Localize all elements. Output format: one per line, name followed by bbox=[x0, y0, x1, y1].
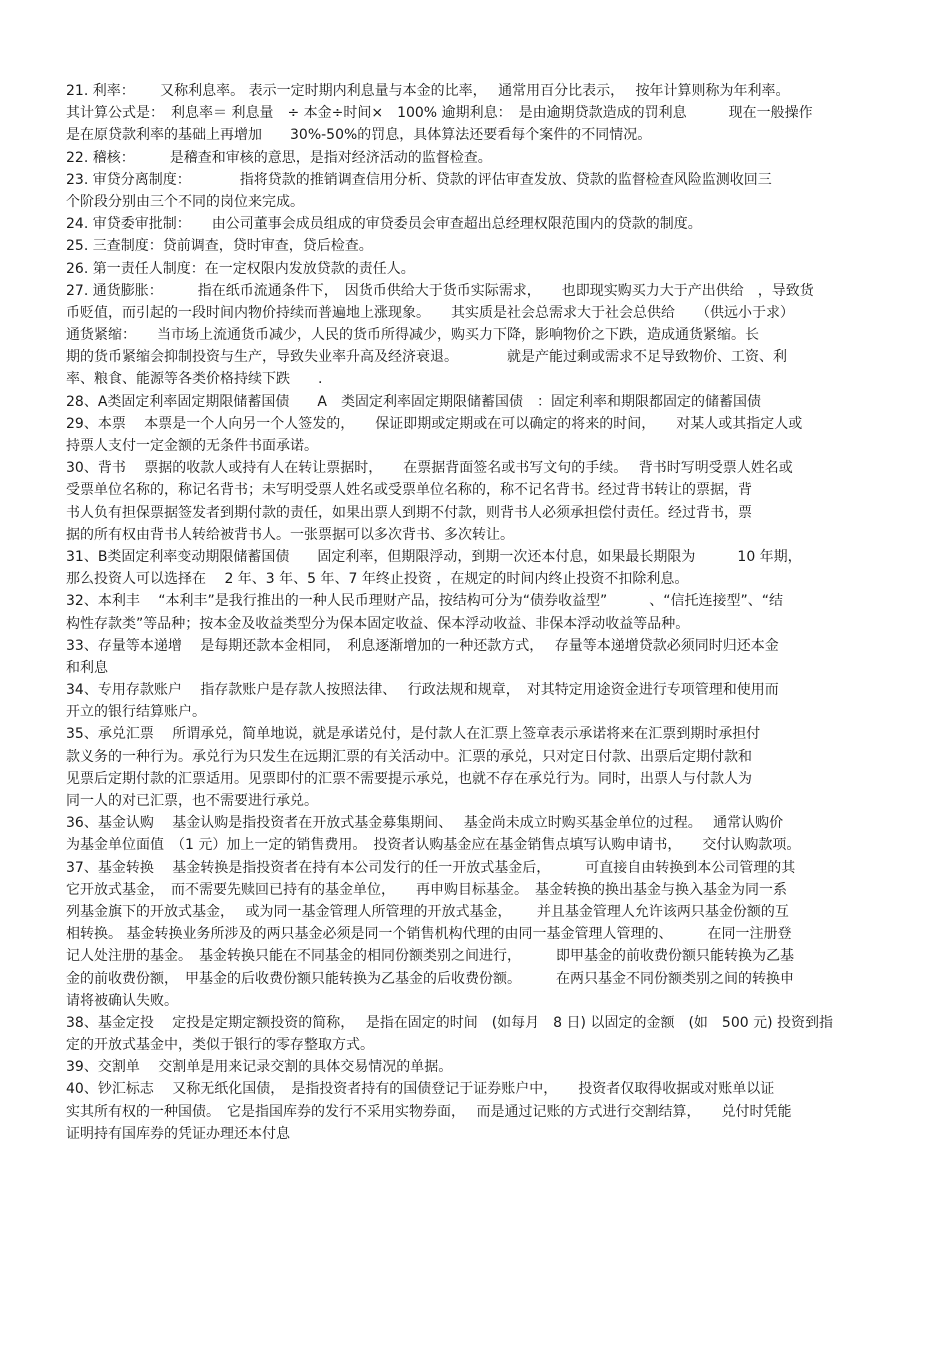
text-line: 通货紧缩： 当市场上流通货币减少，人民的货币所得减少，购买力下降，影响物价之下跌，造成通货紧缩。长 bbox=[66, 327, 759, 344]
text-line: 31、B类固定利率变动期限储蓄国债 固定利率，但期限浮动，到期一次还本付息，如果最长期限为 10 年期， bbox=[66, 548, 802, 565]
text-line: 32、本利丰 “本利丰”是我行推出的一种人民币理财产品，按结构可分为“债券收益型” 、“信托连接型”、“结 bbox=[66, 593, 784, 610]
text-line: 金的前收费份额， 甲基金的后收费份额只能转换为乙基金的后收费份额。 在两只基金不同份额类别之间的转换申 bbox=[66, 970, 794, 987]
text-line: 款义务的一种行为。承兑行为只发生在远期汇票的有关活动中。汇票的承兑，只对定日付款、出票后定期付款和 bbox=[66, 748, 752, 765]
text-line: 书人负有担保票据签发者到期付款的责任，如果出票人到期不付款，则背书人必须承担偿付责任。经过背书，票 bbox=[66, 504, 752, 521]
text-line: 开立的银行结算账户。 bbox=[66, 704, 206, 721]
text-line: 其计算公式是： 利息率＝ 利息量 ÷ 本金÷时间× 100% 逾期利息： 是由逾期贷款造成的罚利息 现在一般操作 bbox=[66, 105, 813, 122]
text-line: 实其所有权的一种国债。 它是指国库券的发行不采用实物券面， 而是通过记账的方式进行交割结算， 兑付时凭能 bbox=[66, 1103, 792, 1120]
text-line: 30、背书 票据的收款人或持有人在转让票据时， 在票据背面签名或书写文句的手续。 背书时写明受票人姓名或 bbox=[66, 460, 793, 477]
text-line: 为基金单位面值 （1 元）加上一定的销售费用。 投资者认购基金应在基金销售点填写认购申请书， 交付认购款项。 bbox=[66, 837, 801, 854]
text-line: 28、A类固定利率固定期限储蓄国债 A 类固定利率固定期限储蓄国债 ：固定利率和期限都固定的储蓄国债 bbox=[66, 393, 761, 410]
text-line: 见票后定期付款的汇票适用。见票即付的汇票不需要提示承兑，也就不存在承兑行为。同时，出票人与付款人为 bbox=[66, 770, 752, 787]
text-line: 27. 通货膨胀： 指在纸币流通条件下， 因货币供给大于货币实际需求， 也即现实购买力大于产出供给 ，导致货 bbox=[66, 282, 814, 299]
text-line: 它开放式基金， 而不需要先赎回已持有的基金单位， 再申购目标基金。 基金转换的换出基金与换入基金为同一系 bbox=[66, 881, 787, 898]
text-line: 证明持有国库券的凭证办理还本付息 bbox=[66, 1125, 290, 1142]
text-line: 构性存款类”等品种；按本金及收益类型分为保本固定收益、保本浮动收益、非保本浮动收益等品种。 bbox=[66, 615, 690, 632]
text-line: 26. 第一责任人制度：在一定权限内发放贷款的责任人。 bbox=[66, 260, 415, 277]
document-page bbox=[66, 80, 886, 1145]
text-line: 24. 审贷委审批制： 由公司董事会成员组成的审贷委员会审查超出总经理权限范围内的贷款的制度。 bbox=[66, 216, 702, 233]
text-line: 38、基金定投 定投是定期定额投资的简称， 是指在固定的时间 (如每月 8 日) 以固定的金额 (如 500 元) 投资到指 bbox=[66, 1014, 833, 1031]
text-line: 23. 审贷分离制度： 指将贷款的推销调查信用分析、贷款的评估审查发放、贷款的监督检查风险监测收回三 bbox=[66, 171, 772, 188]
text-line: 22. 稽核： 是稽查和审核的意思，是指对经济活动的监督检查。 bbox=[66, 149, 492, 166]
text-line: 同一人的对已汇票，也不需要进行承兑。 bbox=[66, 793, 318, 809]
text-line: 36、基金认购 基金认购是指投资者在开放式基金募集期间、 基金尚未成立时购买基金单位的过程。 通常认购价 bbox=[66, 815, 784, 832]
text-line: 据的所有权由背书人转给被背书人。一张票据可以多次背书、多次转让。 bbox=[66, 526, 514, 543]
text-line: 定的开放式基金中，类似于银行的零存整取方式。 bbox=[66, 1037, 374, 1054]
text-line: 记人处注册的基金。 基金转换只能在不同基金的相同份额类别之间进行， 即甲基金的前收费份额只能转换为乙基 bbox=[66, 948, 794, 965]
text-line: 39、交割单 交割单是用来记录交割的具体交易情况的单据。 bbox=[66, 1059, 453, 1076]
text-line: 相转换。 基金转换业务所涉及的两只基金必须是同一个销售机构代理的由同一基金管理人管理的、 在同一注册登 bbox=[66, 926, 792, 943]
text-line: 持票人支付一定金额的无条件书面承诺。 bbox=[66, 438, 318, 454]
text-line: 和利息 bbox=[66, 659, 108, 676]
text-line: 受票单位名称的，称记名背书；未写明受票人姓名或受票单位名称的，称不记名背书。经过背书转让的票据，背 bbox=[66, 482, 752, 499]
text-line: 那么投资人可以选择在 2 年、3 年、5 年、7 年终止投资 ，在规定的时间内终止投资不扣除利息。 bbox=[66, 571, 689, 588]
text-line: 35、承兑汇票 所谓承兑，简单地说，就是承诺兑付，是付款人在汇票上签章表示承诺将来在汇票到期时承担付 bbox=[66, 726, 761, 743]
text-line: 币贬值，而引起的一段时间内物价持续而普遍地上涨现象。 其实质是社会总需求大于社会总供给 （供远小于求） bbox=[66, 304, 794, 321]
text-line: 列基金旗下的开放式基金， 或为同一基金管理人所管理的开放式基金， 并且基金管理人允许该两只基金份额的互 bbox=[66, 903, 789, 920]
text-line: 是在原贷款利率的基础上再增加 30%-50%的罚息，具体算法还要看每个案件的不同情况。 bbox=[66, 127, 652, 144]
text-line: 21. 利率： 又称利息率。 表示一定时期内利息量与本金的比率， 通常用百分比表示， 按年计算则称为年利率。 bbox=[66, 83, 790, 99]
text-line: 37、基金转换 基金转换是指投资者在持有本公司发行的任一开放式基金后， 可直接自由转换到本公司管理的其 bbox=[66, 859, 796, 876]
text-line: 期的货币紧缩会抑制投资与生产，导致失业率升高及经济衰退。 就是产能过剩或需求不足导致物价、工资、利 bbox=[66, 349, 787, 366]
text-line: 33、存量等本递增 是每期还款本金相同， 利息逐渐增加的一种还款方式， 存量等本递增贷款必须同时归还本金 bbox=[66, 637, 779, 654]
text-line: 25. 三查制度：贷前调查，贷时审查，贷后检查。 bbox=[66, 238, 373, 255]
text-line: 率、粮食、能源等各类价格持续下跌 . bbox=[66, 371, 323, 388]
text-line: 个阶段分别由三个不同的岗位来完成。 bbox=[66, 193, 304, 210]
text-line: 请将被确认失败。 bbox=[66, 992, 178, 1009]
text-line: 29、本票 本票是一个人向另一个人签发的， 保证即期或定期或在可以确定的将来的时间， 对某人或其指定人或 bbox=[66, 415, 803, 432]
text-line: 34、专用存款账户 指存款账户是存款人按照法律、 行政法规和规章， 对其特定用途资金进行专项管理和使用而 bbox=[66, 682, 779, 699]
text-line: 40、钞汇标志 又称无纸化国债， 是指投资者持有的国债登记于证券账户中， 投资者仅取得收据或对账单以证 bbox=[66, 1081, 775, 1098]
